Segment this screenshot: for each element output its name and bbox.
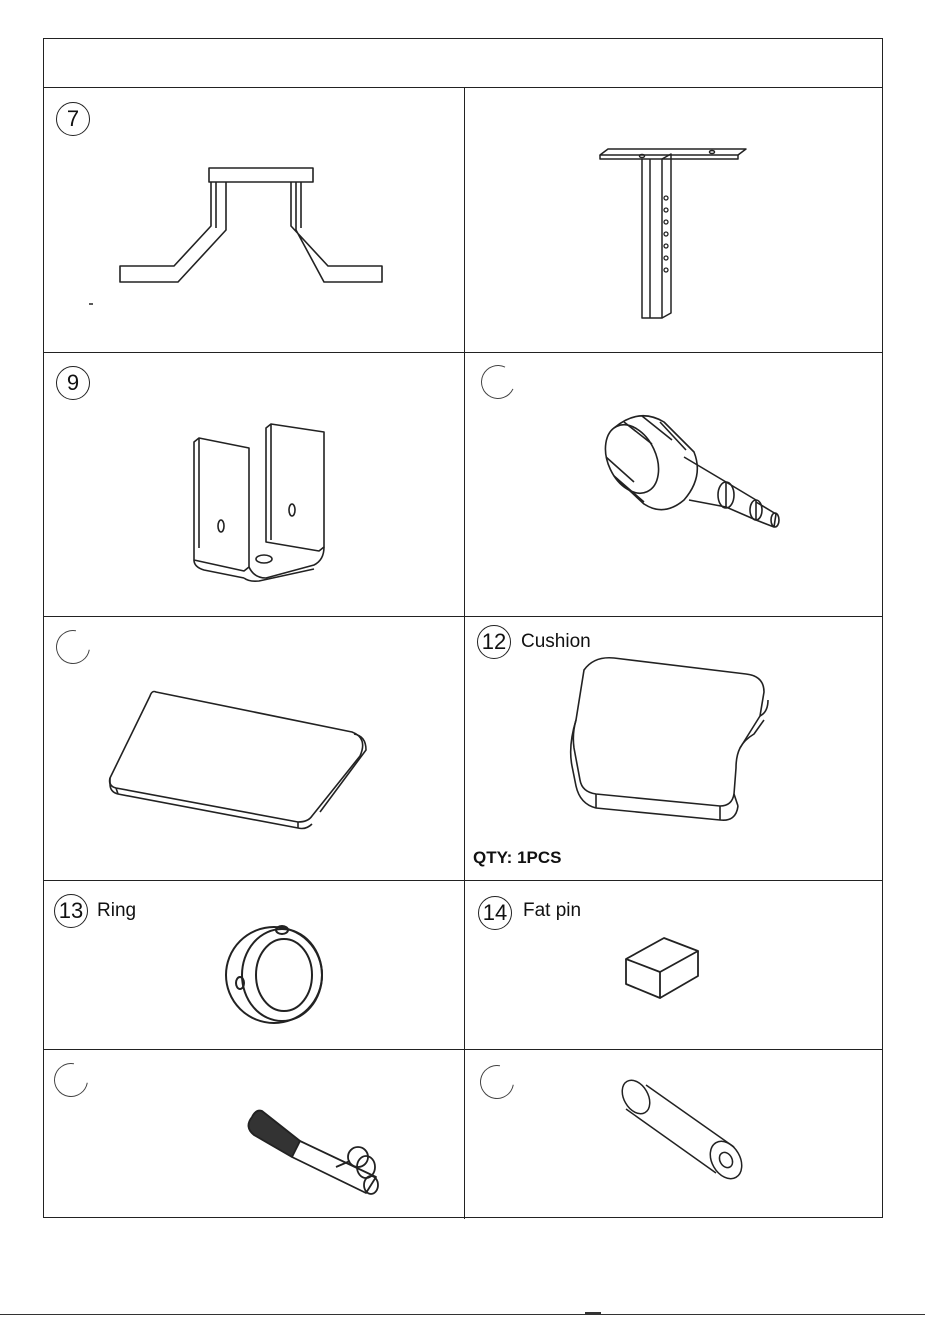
header-row — [44, 39, 882, 88]
part-cell-knob — [464, 352, 884, 616]
collar-ring-icon — [44, 880, 464, 1049]
part-name: Fat pin — [523, 900, 582, 921]
upright-post-with-plate-icon — [464, 88, 884, 352]
part-cell-12 — [464, 616, 884, 880]
seat-cushion-icon — [464, 616, 884, 880]
part-name: Ring — [97, 900, 137, 921]
part-cell-pad — [44, 616, 464, 880]
adjustment-knob-icon — [464, 352, 884, 616]
parts-list-sheet — [43, 38, 883, 1218]
part-cell-roller — [464, 1049, 884, 1219]
part-cell-post — [464, 88, 884, 352]
part-cell-7 — [44, 88, 464, 352]
quantity-label: QTY: 1PCS — [473, 848, 562, 867]
roller-tube-icon — [464, 1049, 884, 1219]
backrest-pad-icon — [44, 616, 464, 880]
part-number-badge: 13 — [54, 894, 88, 928]
u-bracket-icon — [44, 352, 464, 616]
part-number-badge: 7 — [56, 102, 90, 136]
fat-pin-block-icon — [464, 880, 884, 1049]
part-name: Cushion — [521, 631, 591, 652]
part-cell-13 — [44, 880, 464, 1049]
part-cell-pull-pin — [44, 1049, 464, 1219]
part-number-badge: 12 — [477, 625, 511, 659]
page-footer-mark — [585, 1312, 601, 1315]
part-number-badge: 14 — [478, 896, 512, 930]
pull-pin-with-ring-icon — [44, 1049, 464, 1219]
base-frame-bracket-icon — [44, 88, 464, 352]
part-cell-14 — [464, 880, 884, 1049]
part-number-badge: 9 — [56, 366, 90, 400]
page-footer-rule — [0, 1314, 925, 1315]
part-cell-9 — [44, 352, 464, 616]
